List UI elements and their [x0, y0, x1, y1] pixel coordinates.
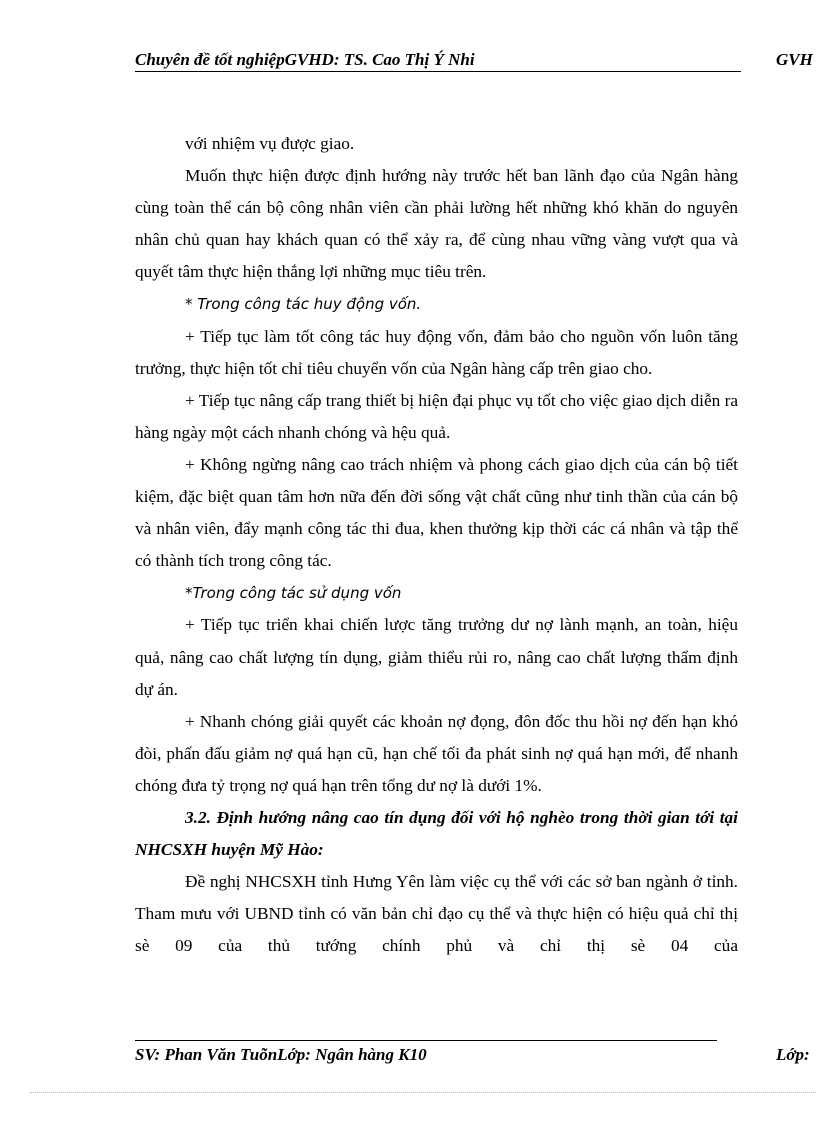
paragraph-7: + Nhanh chóng giải quyết các khoản nợ đọng, đôn đốc thu hồi nợ đến hạn khó đòi, phấn đấu giảm nợ quá hạn cũ, hạn chế tối đa phát sinh nợ quá hạn mới, để nhanh chóng đưa tỷ trọng nợ quá hạn trên tổng dư nợ là dưới 1%. [135, 711, 738, 795]
footer-student: SV: Phan Văn TuõnLớp: Ngân hàng K10 [135, 1045, 427, 1064]
header-rule [135, 71, 741, 72]
footer-right-fragment: Lớp: [776, 1045, 810, 1064]
paragraph-3: + Tiếp tục làm tốt công tác huy động vốn, đảm bảo cho nguồn vốn luôn tăng trưởng, thực hiện tốt chỉ tiêu chuyển vốn của Ngân hàng cấp trên giao cho. [135, 326, 738, 378]
paragraph-1: với nhiệm vụ được giao. [185, 134, 355, 153]
section-heading-3-2: 3.2. Định hướng nâng cao tín dụng đối với hộ nghèo trong thời gian tới tại NHCSXH huyện Mỹ Hào: [135, 807, 738, 860]
header-right-fragment: GVH [776, 50, 813, 69]
page-edge-dots [30, 1092, 816, 1093]
subheading-capital-usage: *Trong công tác sử dụng vốn [185, 584, 402, 603]
paragraph-6: + Tiếp tục triển khai chiến lược tăng trưởng dư nợ lành mạnh, an toàn, hiệu quả, nâng cao chất lượng tín dụng, giảm thiểu rủi ro, nâng cao chất lượng thẩm định dự án. [135, 615, 738, 699]
paragraph-5: + Không ngừng nâng cao trách nhiệm và phong cách giao dịch của cán bộ tiết kiệm, đặc biệt quan tâm hơn nữa đến đời sống vật chất cũng như tinh thần của cán bộ và nhân viên, đẩy mạnh công tác thi đua, khen thưởng kịp thời các cá nhân và tập thể có thành tích trong công tác. [135, 454, 738, 571]
page-body [135, 128, 738, 962]
paragraph-4: + Tiếp tục nâng cấp trang thiết bị hiện đại phục vụ tốt cho việc giao dịch diễn ra hàng ngày một cách nhanh chóng và hệu quả. [135, 390, 739, 442]
paragraph-8: Đề nghị NHCSXH tỉnh Hưng Yên làm việc cụ thể với các sở ban ngành ở tỉnh. Tham mưu với UBND tỉnh có văn bản chỉ đạo cụ thể và thực hiện có hiệu quả chỉ thị sè 09 của thủ tướng chính phủ và chỉ thị sè 04 của [135, 872, 738, 956]
paragraph-2: Muốn thực hiện được định hướng này trước hết ban lãnh đạo của Ngân hàng cùng toàn thể cán bộ công nhân viên cần phải lường hết những khó khăn do nguyên nhân chủ quan hay khách quan có thể xảy ra, để cùng nhau vững vàng vượt qua và quyết tâm thực hiện thắng lợi những mục tiêu trên. [135, 166, 738, 282]
header-title: Chuyên đề tốt nghiệpGVHD: TS. Cao Thị Ý Nhi [135, 50, 475, 69]
footer-rule [135, 1040, 717, 1041]
subheading-capital-mobilization: * Trong công tác huy động vốn. [185, 295, 422, 314]
